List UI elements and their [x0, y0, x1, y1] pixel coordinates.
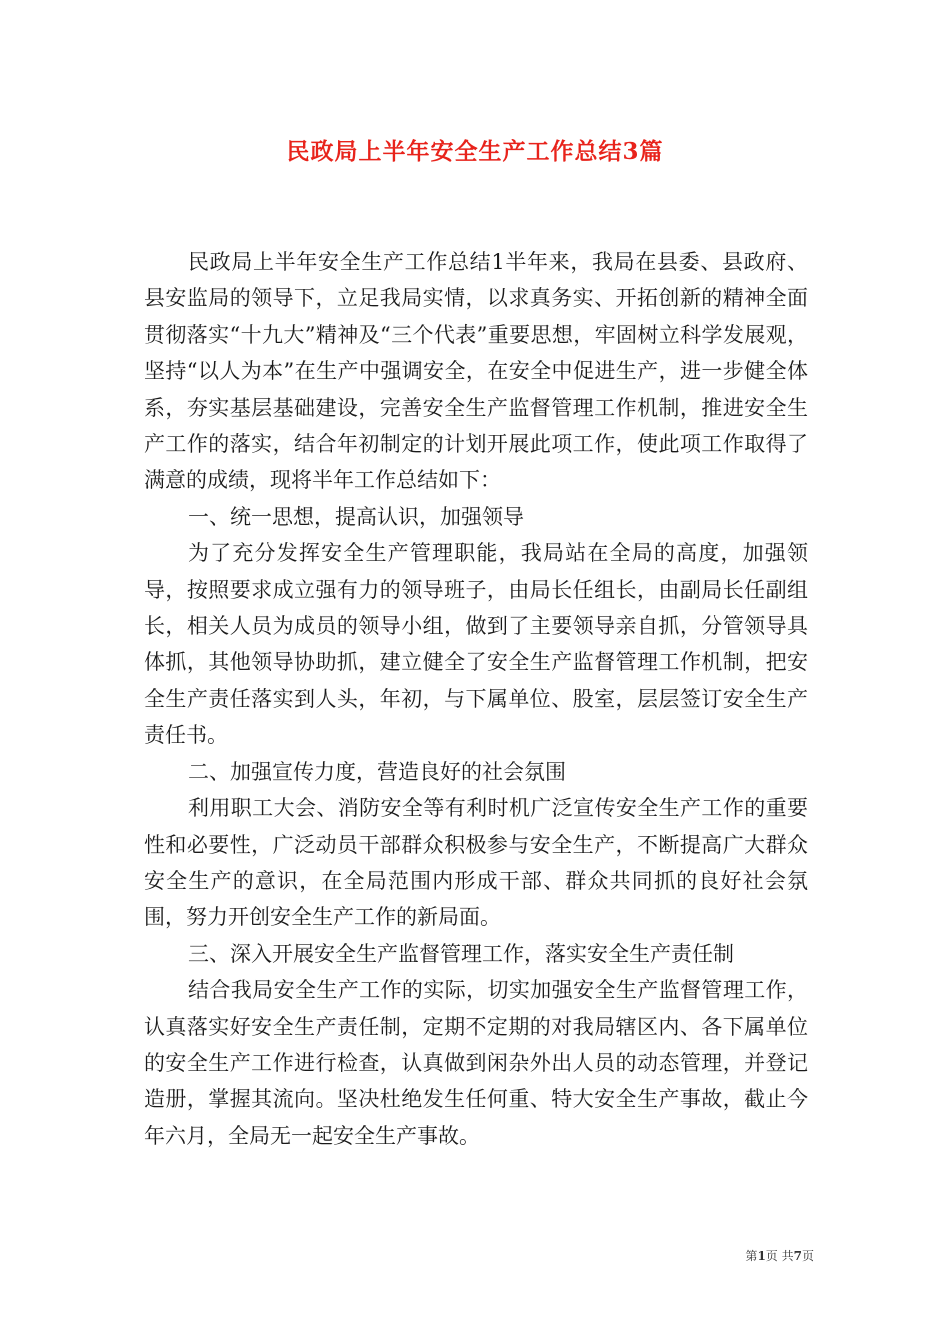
- section-paragraph-3: 结合我局安全生产工作的实际，切实加强安全生产监督管理工作，认真落实好安全生产责任制，定期不定期的对我局辖区内、各下属单位的安全生产工作进行检查，认真做到闲杂外出人员的动态管理，并登记造册，掌握其流向。坚决杜绝发生任何重、特大安全生产事故，截止今年六月，全局无一起安全生产事故。: [144, 978, 808, 1148]
- total-pages-number: 7: [793, 1249, 802, 1263]
- section-heading-2: 二、加强宣传力度，营造良好的社会氛围: [188, 759, 566, 784]
- section-paragraph-2: 利用职工大会、消防安全等有利时机广泛宣传安全生产工作的重要性和必要性，广泛动员干部群众积极参与安全生产，不断提高广大群众安全生产的意识，在全局范围内形成干部、群众共同抓的良好社会氛围，努力开创安全生产工作的新局面。: [144, 796, 808, 930]
- footer-prefix: 第: [745, 1249, 758, 1263]
- footer-middle: 页 共: [765, 1249, 794, 1263]
- document-body: [144, 244, 808, 1154]
- section-paragraph-1: 为了充分发挥安全生产管理职能，我局站在全局的高度，加强领导，按照要求成立强有力的领导班子，由局长任组长，由副局长任副组长，相关人员为成员的领导小组，做到了主要领导亲自抓，分管领导具体抓，其他领导协助抓，建立健全了安全生产监督管理工作机制，把安全生产责任落实到人头，年初，与下属单位、股室，层层签订安全生产责任书。: [144, 541, 808, 748]
- page-footer: [704, 1247, 814, 1264]
- intro-paragraph: 民政局上半年安全生产工作总结1半年来，我局在县委、县政府、县安监局的领导下，立足我局实情，以求真务实、开拓创新的精神全面贯彻落实“十九大”精神及“三个代表”重要思想，牢固树立科学发展观，坚持“以人为本”在生产中强调安全，在安全中促进生产，进一步健全体系，夯实基层基础建设，完善安全生产监督管理工作机制，推进安全生产工作的落实，结合年初制定的计划开展此项工作，使此项工作取得了满意的成绩，现将半年工作总结如下：: [144, 250, 808, 493]
- section-heading-1: 一、统一思想，提高认识，加强领导: [188, 504, 524, 529]
- section-heading-3: 三、深入开展安全生产监督管理工作，落实安全生产责任制: [188, 941, 734, 966]
- footer-suffix: 页: [801, 1249, 814, 1263]
- current-page-number: 1: [757, 1249, 766, 1263]
- document-title: 民政局上半年安全生产工作总结3篇: [286, 138, 664, 165]
